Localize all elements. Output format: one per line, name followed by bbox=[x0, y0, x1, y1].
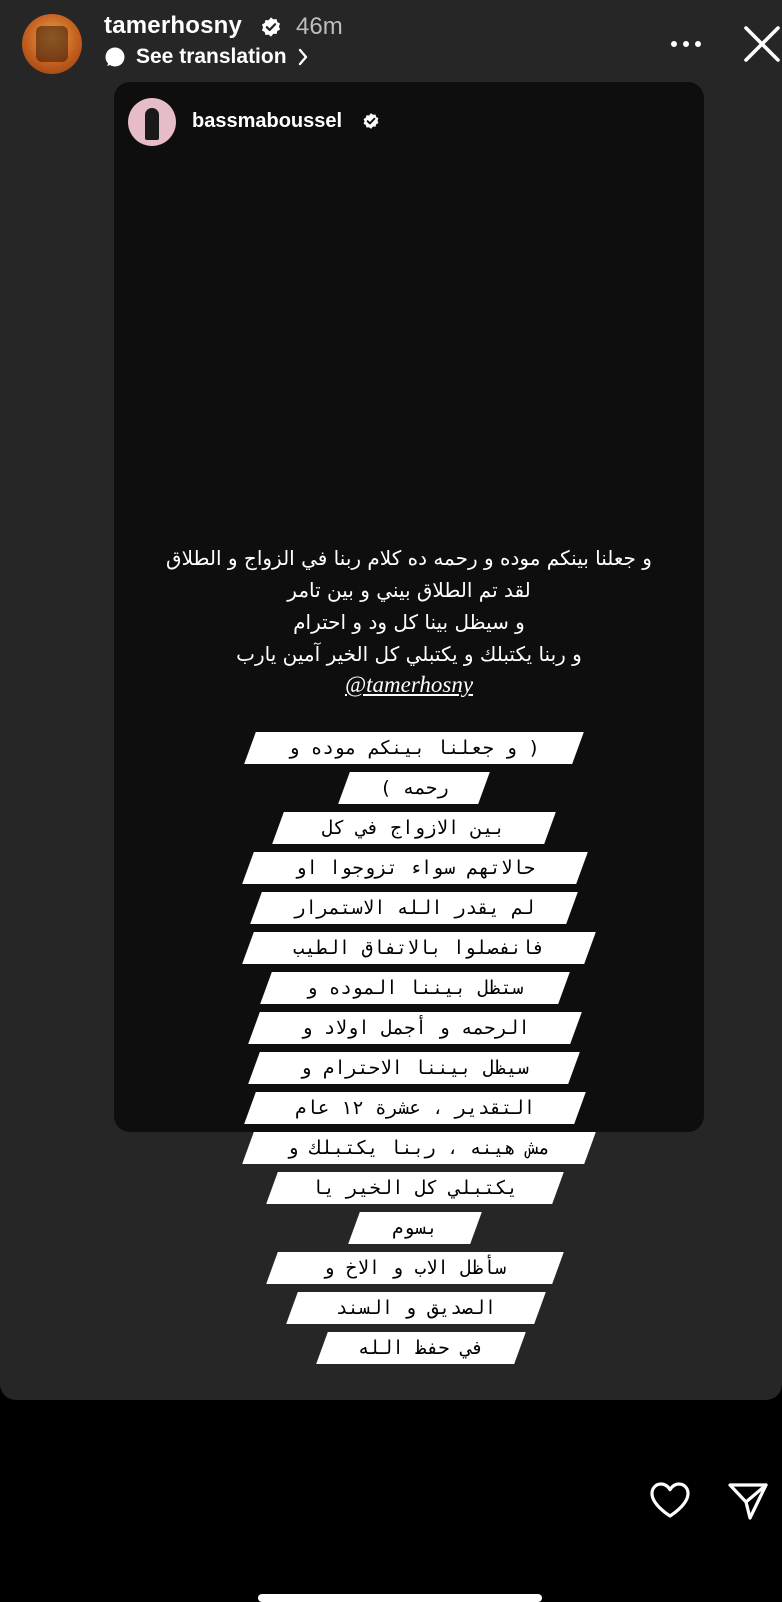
sticker-text: التقدير ، عشرة ١٢ عام bbox=[294, 1097, 536, 1119]
caption-line: لقد تم الطلاق بيني و بين تامر bbox=[287, 578, 531, 602]
sticker-text: يكتبلي كل الخير يا bbox=[312, 1177, 518, 1199]
repost-caption bbox=[114, 542, 704, 670]
sticker-text: ( و جعلنا بينكم موده و bbox=[288, 737, 540, 759]
text-sticker bbox=[242, 932, 596, 964]
text-sticker bbox=[242, 1132, 596, 1164]
username[interactable]: tamerhosny bbox=[104, 12, 243, 39]
translate-bubble-icon bbox=[104, 46, 126, 68]
verified-badge-icon bbox=[362, 112, 380, 130]
repost-avatar[interactable] bbox=[128, 98, 176, 146]
sticker-text: الصديق و السند bbox=[335, 1297, 497, 1319]
sticker-text: مش هينه ، ربنا يكتبلك و bbox=[287, 1137, 551, 1159]
repost-username[interactable]: bassmaboussel bbox=[192, 110, 343, 132]
text-sticker bbox=[260, 972, 570, 1004]
sticker-text: سأظل الاب و الاخ و bbox=[323, 1257, 507, 1279]
avatar-image bbox=[36, 26, 68, 62]
repost-avatar-image bbox=[145, 108, 159, 140]
caption-line: و جعلنا بينكم موده و رحمه ده كلام ربنا في الزواج و الطلاق bbox=[166, 546, 652, 570]
text-sticker bbox=[244, 732, 584, 764]
see-translation-label: See translation bbox=[136, 45, 287, 68]
text-sticker bbox=[242, 852, 588, 884]
sticker-text: بين الازواج في كل bbox=[322, 817, 506, 839]
see-translation-button[interactable] bbox=[104, 45, 309, 69]
text-sticker bbox=[266, 1252, 564, 1284]
avatar[interactable] bbox=[22, 14, 82, 74]
text-sticker bbox=[272, 812, 556, 844]
text-sticker bbox=[348, 1212, 482, 1244]
close-icon[interactable] bbox=[742, 24, 782, 64]
text-sticker bbox=[250, 892, 578, 924]
caption-line: و سيظل بينا كل ود و احترام bbox=[293, 610, 525, 634]
text-sticker bbox=[248, 1012, 582, 1044]
sticker-text: ستظل بيننا الموده و bbox=[306, 977, 524, 999]
caption-line: و ربنا يكتبلك و يكتبلي كل الخير آمين يارب bbox=[236, 642, 582, 666]
heart-icon[interactable] bbox=[648, 1480, 692, 1520]
post-time: 46m bbox=[296, 13, 343, 40]
sticker-text: في حفظ الله bbox=[358, 1337, 484, 1359]
mention-sticker[interactable]: @tamerhosny bbox=[344, 672, 474, 697]
text-sticker bbox=[338, 772, 490, 804]
home-indicator bbox=[258, 1594, 542, 1602]
text-sticker bbox=[316, 1332, 526, 1364]
more-dots-icon[interactable] bbox=[668, 30, 704, 58]
sticker-text: رحمه ) bbox=[379, 777, 449, 799]
sticker-text: بسوم bbox=[392, 1217, 438, 1239]
send-icon[interactable] bbox=[726, 1480, 770, 1522]
text-sticker bbox=[248, 1052, 580, 1084]
story-header bbox=[0, 0, 782, 80]
sticker-text: الرحمه و أجمل اولاد و bbox=[300, 1017, 530, 1039]
verified-badge-icon bbox=[260, 16, 282, 38]
sticker-text: فانفصلوا بالاتفاق الطيب bbox=[293, 937, 545, 959]
sticker-text: حالاتهم سواء تزوجوا او bbox=[294, 857, 536, 879]
text-sticker bbox=[244, 1092, 586, 1124]
text-sticker bbox=[266, 1172, 564, 1204]
sticker-text: لم يقدر الله الاستمرار bbox=[293, 897, 535, 919]
chevron-right-icon bbox=[297, 47, 309, 67]
text-sticker bbox=[286, 1292, 546, 1324]
sticker-text: سيظل بيننا الاحترام و bbox=[299, 1057, 529, 1079]
